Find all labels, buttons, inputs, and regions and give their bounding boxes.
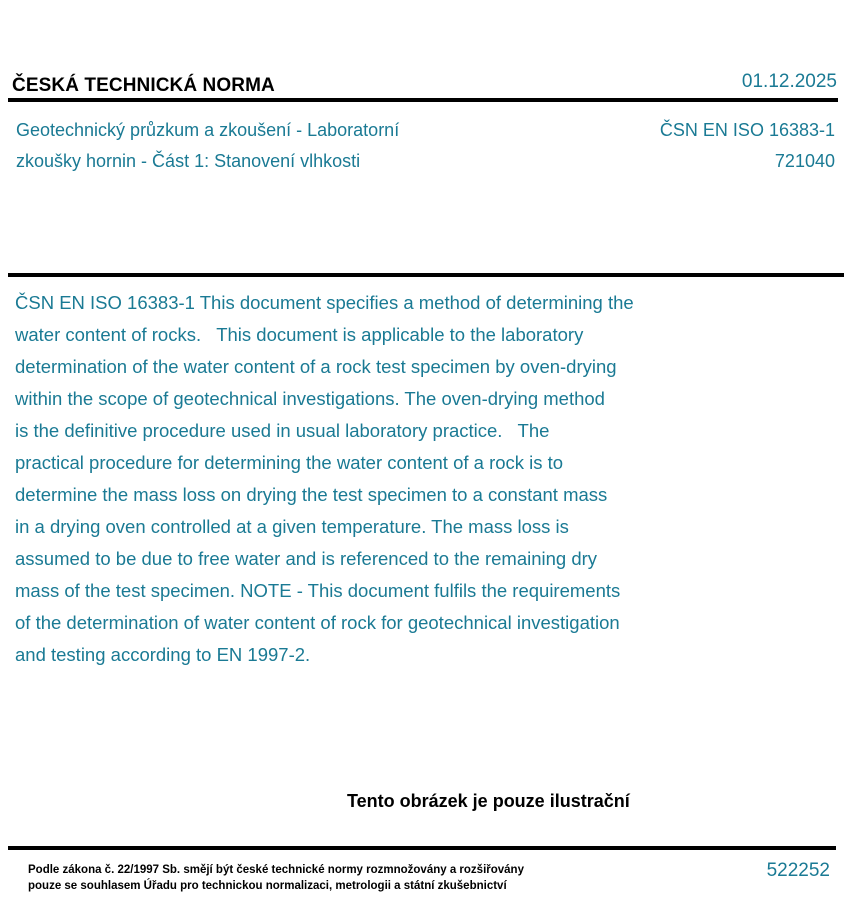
standard-type-heading: ČESKÁ TECHNICKÁ NORMA [12,75,275,96]
footer-divider [8,846,836,850]
illustration-disclaimer: Tento obrázek je pouze ilustrační [347,791,630,811]
legal-notice-line-1: Podle zákona č. 22/1997 Sb. smějí být české technické normy rozmnožovány a rozšiřovány [28,864,524,876]
document-title [16,115,536,177]
section-divider [8,273,844,277]
abstract-text: ČSN EN ISO 16383-1 This document specifies a method of determining the water content of rocks. This document is applicable to the laboratory determination of the water content of a rock test specimen by oven-drying within the scope of geotechnical investigations. The oven-drying method is the definitive procedure used in usual laboratory practice. The practical procedure for determining the water content of a rock is to determine the mass loss on drying the test specimen to a constant mass in a drying oven controlled at a given temperature. The mass loss is assumed to be due to free water and is referenced to the remaining dry mass of the test specimen. NOTE - This document fulfils the requirements of the determination of water content of rock for geotechnical investigation and testing according to EN 1997-2. [15,292,634,665]
standard-code: ČSN EN ISO 16383-1 [659,120,835,140]
standard-identifiers [660,115,835,177]
document-title-line-2: zkoušky hornin - Část 1: Stanovení vlhkosti [16,151,361,171]
document-title-line-1: Geotechnický průzkum a zkoušení - Laboratorní [16,120,400,140]
issue-date: 01.12.2025 [741,71,837,92]
classification-number: 721040 [774,151,835,171]
legal-notice-line-2: pouze se souhlasem Úřadu pro technickou normalizaci, metrologii a státní zkušebnictví [28,880,507,892]
legal-notice [28,862,588,894]
document-number: 522252 [766,860,830,881]
header-divider [8,98,838,102]
